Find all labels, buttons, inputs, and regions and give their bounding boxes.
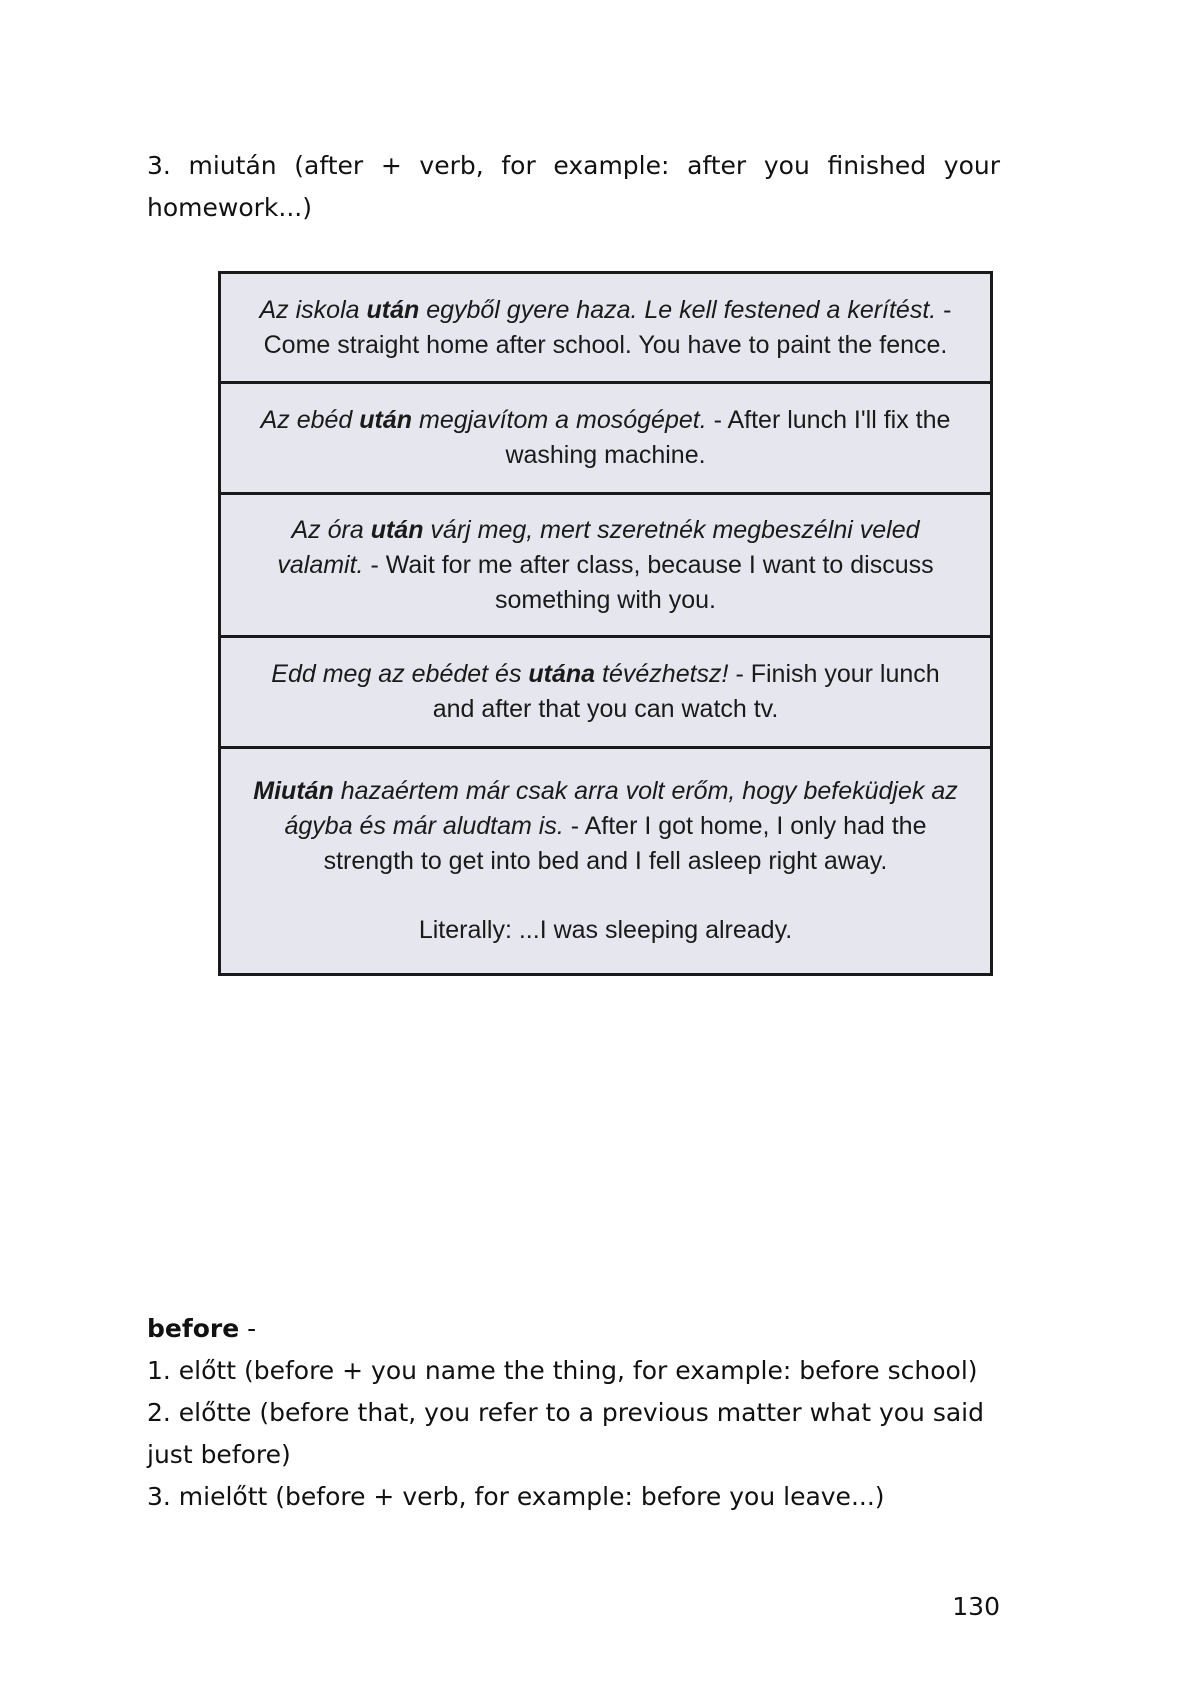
- example-row: [221, 638, 990, 749]
- list-item: 3. mielőtt (before + verb, for example: before you leave...): [147, 1482, 885, 1511]
- intro-paragraph: 3. miután (after + verb, for example: after you finished your homework...): [147, 151, 1000, 222]
- english-translation: - Wait for me after class, because I want to discuss something with you.: [363, 550, 934, 614]
- keyword: utána: [528, 660, 596, 688]
- hungarian-sentence: Az ebéd után megjavítom a mosógépet.: [260, 406, 707, 434]
- before-heading: before -: [147, 1314, 257, 1343]
- english-translation: - After I got home, I only had the strength to get into bed and I fell asleep right away.: [323, 812, 927, 875]
- list-item: 2. előtte (before that, you refer to a previous matter what you said just before): [147, 1398, 984, 1469]
- example-row: [221, 495, 990, 638]
- keyword: után: [366, 295, 420, 324]
- example-row: [221, 749, 990, 973]
- example-text: [249, 403, 962, 473]
- hungarian-sentence: Az óra után várj meg, mert szeretnék megbeszélni veled valamit.: [277, 515, 920, 579]
- literal-note: Literally: ...I was sleeping already.: [418, 916, 793, 944]
- hungarian-sentence: Miután hazaértem már csak arra volt erőm, hogy befeküdjek az ágyba és már aludtam is.: [253, 777, 958, 840]
- example-text: [249, 657, 962, 727]
- english-translation: - Come straight home after school. You have to paint the fence.: [263, 295, 952, 359]
- hungarian-sentence: Edd meg az ebédet és utána tévézhetsz!: [271, 660, 729, 688]
- list-item: 1. előtt (before + you name the thing, for example: before school): [147, 1356, 978, 1385]
- example-row: [221, 274, 990, 384]
- before-label: before: [147, 1314, 240, 1343]
- page-number: 130: [952, 1592, 1000, 1621]
- before-section: [147, 1308, 1000, 1518]
- example-text: [249, 293, 962, 363]
- example-text: [249, 513, 962, 618]
- keyword: után: [359, 406, 413, 434]
- english-translation: - After lunch I'll fix the washing machine.: [505, 406, 951, 469]
- example-table: [218, 271, 993, 976]
- keyword: után: [370, 515, 424, 544]
- keyword: Miután: [253, 777, 334, 805]
- example-row: [221, 384, 990, 495]
- hungarian-sentence: Az iskola után egyből gyere haza. Le kell festened a kerítést.: [259, 295, 937, 324]
- example-text: [249, 774, 962, 948]
- english-translation: - Finish your lunch and after that you can watch tv.: [432, 660, 940, 723]
